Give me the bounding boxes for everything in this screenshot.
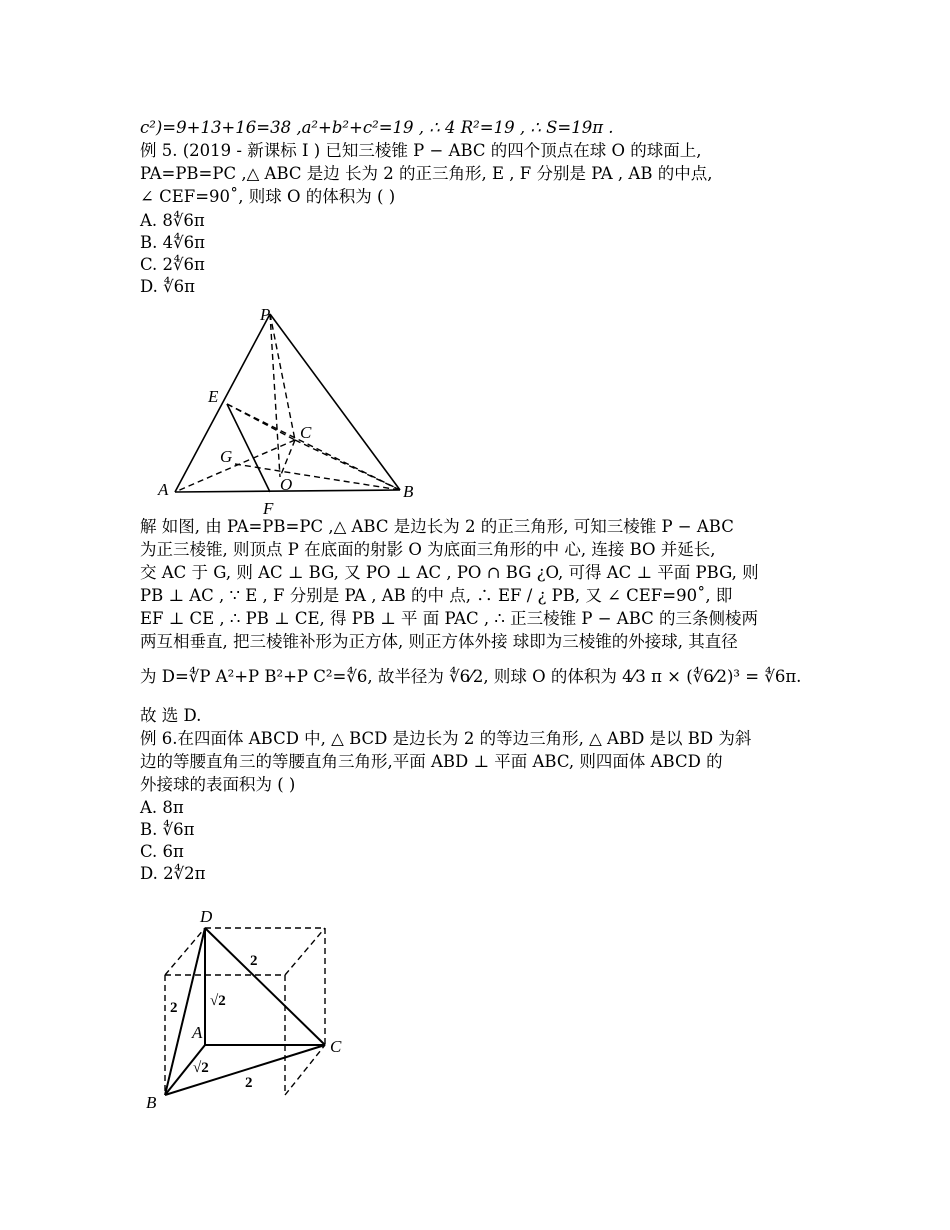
option-d: D. 2∜2π xyxy=(140,864,206,883)
sqrt2-label: √2 xyxy=(210,993,226,1009)
text-line: ∠ CEF=90˚, 则球 O 的体积为 ( ) xyxy=(140,187,396,206)
example-5-heading: 例 5. (2019 - 新课标 Ⅰ ) 已知三棱锥 P − ABC 的四个顶点在球 O 的球面上, xyxy=(140,141,702,160)
pyramid-figure xyxy=(150,302,430,517)
text-line: 边的等腰直角三的等腰直角三角形,平面 ABD ⊥ 平面 ABC, 则四面体 ABCD 的 xyxy=(140,752,723,771)
option-c: C. 6π xyxy=(140,842,184,861)
option-b: B. 4∜6π xyxy=(140,233,205,252)
option-d: D. ∜6π xyxy=(140,277,195,296)
label-p: P xyxy=(260,305,271,324)
solution-line: 解 如图, 由 PA=PB=PC ,△ ABC 是边长为 2 的正三角形, 可知三棱锥 P − ABC xyxy=(140,517,734,536)
label-c: C xyxy=(300,423,312,442)
edge-length-label: 2 xyxy=(245,1075,253,1091)
solution-line: 为 D=∜P A²+P B²+P C²=∜6, 故半径为 ∜6⁄2, 则球 O 的体积为 4⁄3 π × (∜6⁄2)³ = ∜6π. xyxy=(140,667,802,686)
text-line: 外接球的表面积为 ( ) xyxy=(140,775,296,794)
option-b: B. ∜6π xyxy=(140,820,195,839)
text-line: c²)=9+13+16=38 ,a²+b²+c²=19 , ∴ 4 R²=19 , ∴ S=19π . xyxy=(140,118,614,137)
option-c: C. 2∜6π xyxy=(140,255,205,274)
solution-line: 交 AC 于 G, 则 AC ⊥ BG, 又 PO ⊥ AC , PO ∩ BG ¿O, 可得 AC ⊥ 平面 PBG, 则 xyxy=(140,563,759,582)
solution-line: 两互相垂直, 把三棱锥补形为正方体, 则正方体外接 球即为三棱锥的外接球, 其直径 xyxy=(140,632,738,651)
sqrt2-label: √2 xyxy=(193,1060,209,1076)
solution-line: PB ⊥ AC , ∵ E , F 分别是 PA , AB 的中 点, ∴ EF / ¿ PB, 又 ∠ CEF=90˚, 即 xyxy=(140,586,733,605)
edge-length-label: 2 xyxy=(170,1000,178,1016)
cube-figure xyxy=(140,900,360,1115)
solution-conclusion: 故 选 D. xyxy=(140,706,202,725)
solution-line: EF ⊥ CE , ∴ PB ⊥ CE, 得 PB ⊥ 平 面 PAC , ∴ 正三棱锥 P − ABC 的三条侧棱两 xyxy=(140,609,758,628)
option-a: A. 8π xyxy=(140,798,184,817)
label-f: F xyxy=(263,499,274,517)
label-g: G xyxy=(220,447,233,466)
label-c: C xyxy=(330,1037,342,1056)
edge-length-label: 2 xyxy=(250,953,258,969)
option-a: A. 8∜6π xyxy=(140,211,205,230)
label-e: E xyxy=(208,387,219,406)
label-a: A xyxy=(158,480,169,499)
solution-line: 为正三棱锥, 则顶点 P 在底面的射影 O 为底面三角形的中 心, 连接 BO 并延长, xyxy=(140,540,716,559)
text-line: PA=PB=PC ,△ ABC 是边 长为 2 的正三角形, E , F 分别是 PA , AB 的中点, xyxy=(140,164,713,183)
label-b: B xyxy=(403,482,414,501)
label-o: O xyxy=(280,475,293,494)
label-a: A xyxy=(192,1023,203,1042)
example-6-heading: 例 6.在四面体 ABCD 中, △ BCD 是边长为 2 的等边三角形, △ ABD 是以 BD 为斜 xyxy=(140,729,752,748)
label-b: B xyxy=(146,1093,157,1112)
label-d: D xyxy=(200,907,213,926)
